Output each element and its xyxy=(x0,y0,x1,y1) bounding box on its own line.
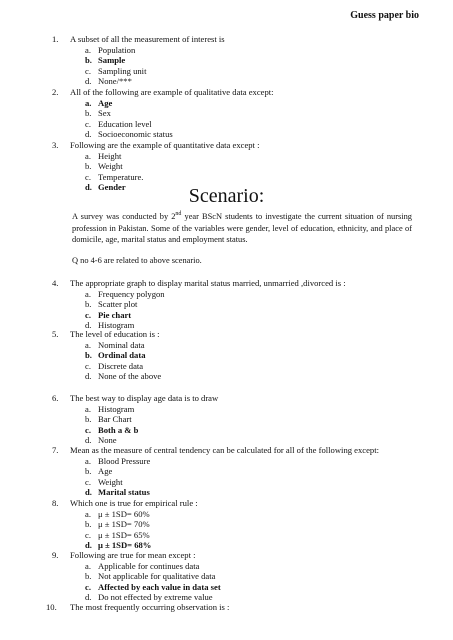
question-number: 2. xyxy=(52,87,59,97)
question-text: A subset of all the measurement of interest is xyxy=(70,34,225,44)
question-10 xyxy=(46,602,418,613)
option-a: a. Nominal data xyxy=(85,339,145,350)
option-d-answer: d. Marital status xyxy=(85,487,150,498)
option-c: c. Discrete data xyxy=(85,360,144,371)
option-a: a. Applicable for continues data xyxy=(85,560,200,571)
option-list xyxy=(52,561,424,603)
question-number: 9. xyxy=(52,550,59,560)
scenario-paragraph: A survey was conducted by 2nd year BScN students to investigate the current situation of nursing profession in Pakistan. Some of the variables were gender, level of education, ethnicity, and place of domicile, age, marital status and employment status. xyxy=(72,211,412,245)
option-list xyxy=(52,289,424,331)
option-d: d. None/*** xyxy=(85,76,132,87)
option-c: c. Weight xyxy=(85,476,123,487)
option-c-answer: c. Affected by each value in data set xyxy=(85,581,221,592)
option-b: b. Age xyxy=(85,466,113,477)
option-c: c. Sampling unit xyxy=(85,65,147,76)
question-9 xyxy=(52,550,424,603)
question-8 xyxy=(52,498,424,551)
option-d: d. None of the above xyxy=(85,371,162,382)
question-number: 8. xyxy=(52,498,59,508)
option-d: d. Do not effected by extreme value xyxy=(85,592,213,603)
question-number: 4. xyxy=(52,278,59,288)
option-list xyxy=(52,404,424,446)
option-d-answer: d. Gender xyxy=(85,182,126,193)
option-b: b. Sex xyxy=(85,108,111,119)
question-text: The level of education is : xyxy=(70,329,160,339)
option-d-answer: d. μ ± 1SD= 68% xyxy=(85,540,152,551)
option-a: a. Frequency polygon xyxy=(85,288,165,299)
option-a: a. Blood Pressure xyxy=(85,455,151,466)
option-c: c. Temperature. xyxy=(85,171,144,182)
option-list xyxy=(52,98,424,140)
scenario-note: Q no 4-6 are related to above scenario. xyxy=(72,256,202,265)
option-b: b. Weight xyxy=(85,161,123,172)
question-text: Following are true for mean except : xyxy=(70,550,196,560)
question-1 xyxy=(52,34,424,87)
page-header-title: Guess paper bio xyxy=(350,10,419,21)
question-2 xyxy=(52,87,424,140)
option-list xyxy=(52,456,424,498)
option-c-answer: c. Both a & b xyxy=(85,424,139,435)
question-text: Mean as the measure of central tendency can be calculated for all of the following except: xyxy=(70,445,379,455)
option-a: a. μ ± 1SD= 60% xyxy=(85,508,150,519)
option-c-answer: c. Pie chart xyxy=(85,309,132,320)
option-b: b. μ ± 1SD= 70% xyxy=(85,519,150,530)
question-text: Following are the example of quantitative data except : xyxy=(70,140,260,150)
option-b-answer: b. Ordinal data xyxy=(85,350,146,361)
question-text: The appropriate graph to display marital status married, unmarried ,divorced is : xyxy=(70,278,346,288)
option-c: c. μ ± 1SD= 65% xyxy=(85,529,150,540)
option-list xyxy=(52,45,424,87)
option-a: a. Population xyxy=(85,44,136,55)
question-number: 5. xyxy=(52,329,59,339)
option-a: a. Height xyxy=(85,150,122,161)
question-text: All of the following are example of qualitative data except: xyxy=(70,87,274,97)
option-list xyxy=(52,509,424,551)
question-number: 7. xyxy=(52,445,59,455)
option-b: b. Scatter plot xyxy=(85,299,138,310)
option-b: b. Bar Chart xyxy=(85,414,132,425)
option-list xyxy=(52,340,424,382)
option-c: c. Education level xyxy=(85,118,152,129)
scenario-heading: Scenario: xyxy=(188,185,265,207)
question-number: 10. xyxy=(46,602,57,612)
option-d: d. Socioeconomic status xyxy=(85,129,173,140)
ordinal-superscript: nd xyxy=(175,211,182,218)
question-5 xyxy=(52,329,424,382)
question-4 xyxy=(52,278,424,331)
question-7 xyxy=(52,445,424,498)
question-text: Which one is true for empirical rule : xyxy=(70,498,198,508)
option-a-answer: a. Age xyxy=(85,97,113,108)
question-text: The most frequently occurring observation is : xyxy=(70,602,230,612)
option-d: d. Histogram xyxy=(85,320,135,331)
question-number: 6. xyxy=(52,393,59,403)
option-d: d. None xyxy=(85,435,117,446)
option-b: b. Not applicable for qualitative data xyxy=(85,571,216,582)
question-6 xyxy=(52,393,424,446)
question-text: The best way to display age data is to draw xyxy=(70,393,219,403)
question-number: 3. xyxy=(52,140,59,150)
option-a: a. Histogram xyxy=(85,403,135,414)
question-number: 1. xyxy=(52,34,59,44)
option-b-answer: b. Sample xyxy=(85,55,126,66)
